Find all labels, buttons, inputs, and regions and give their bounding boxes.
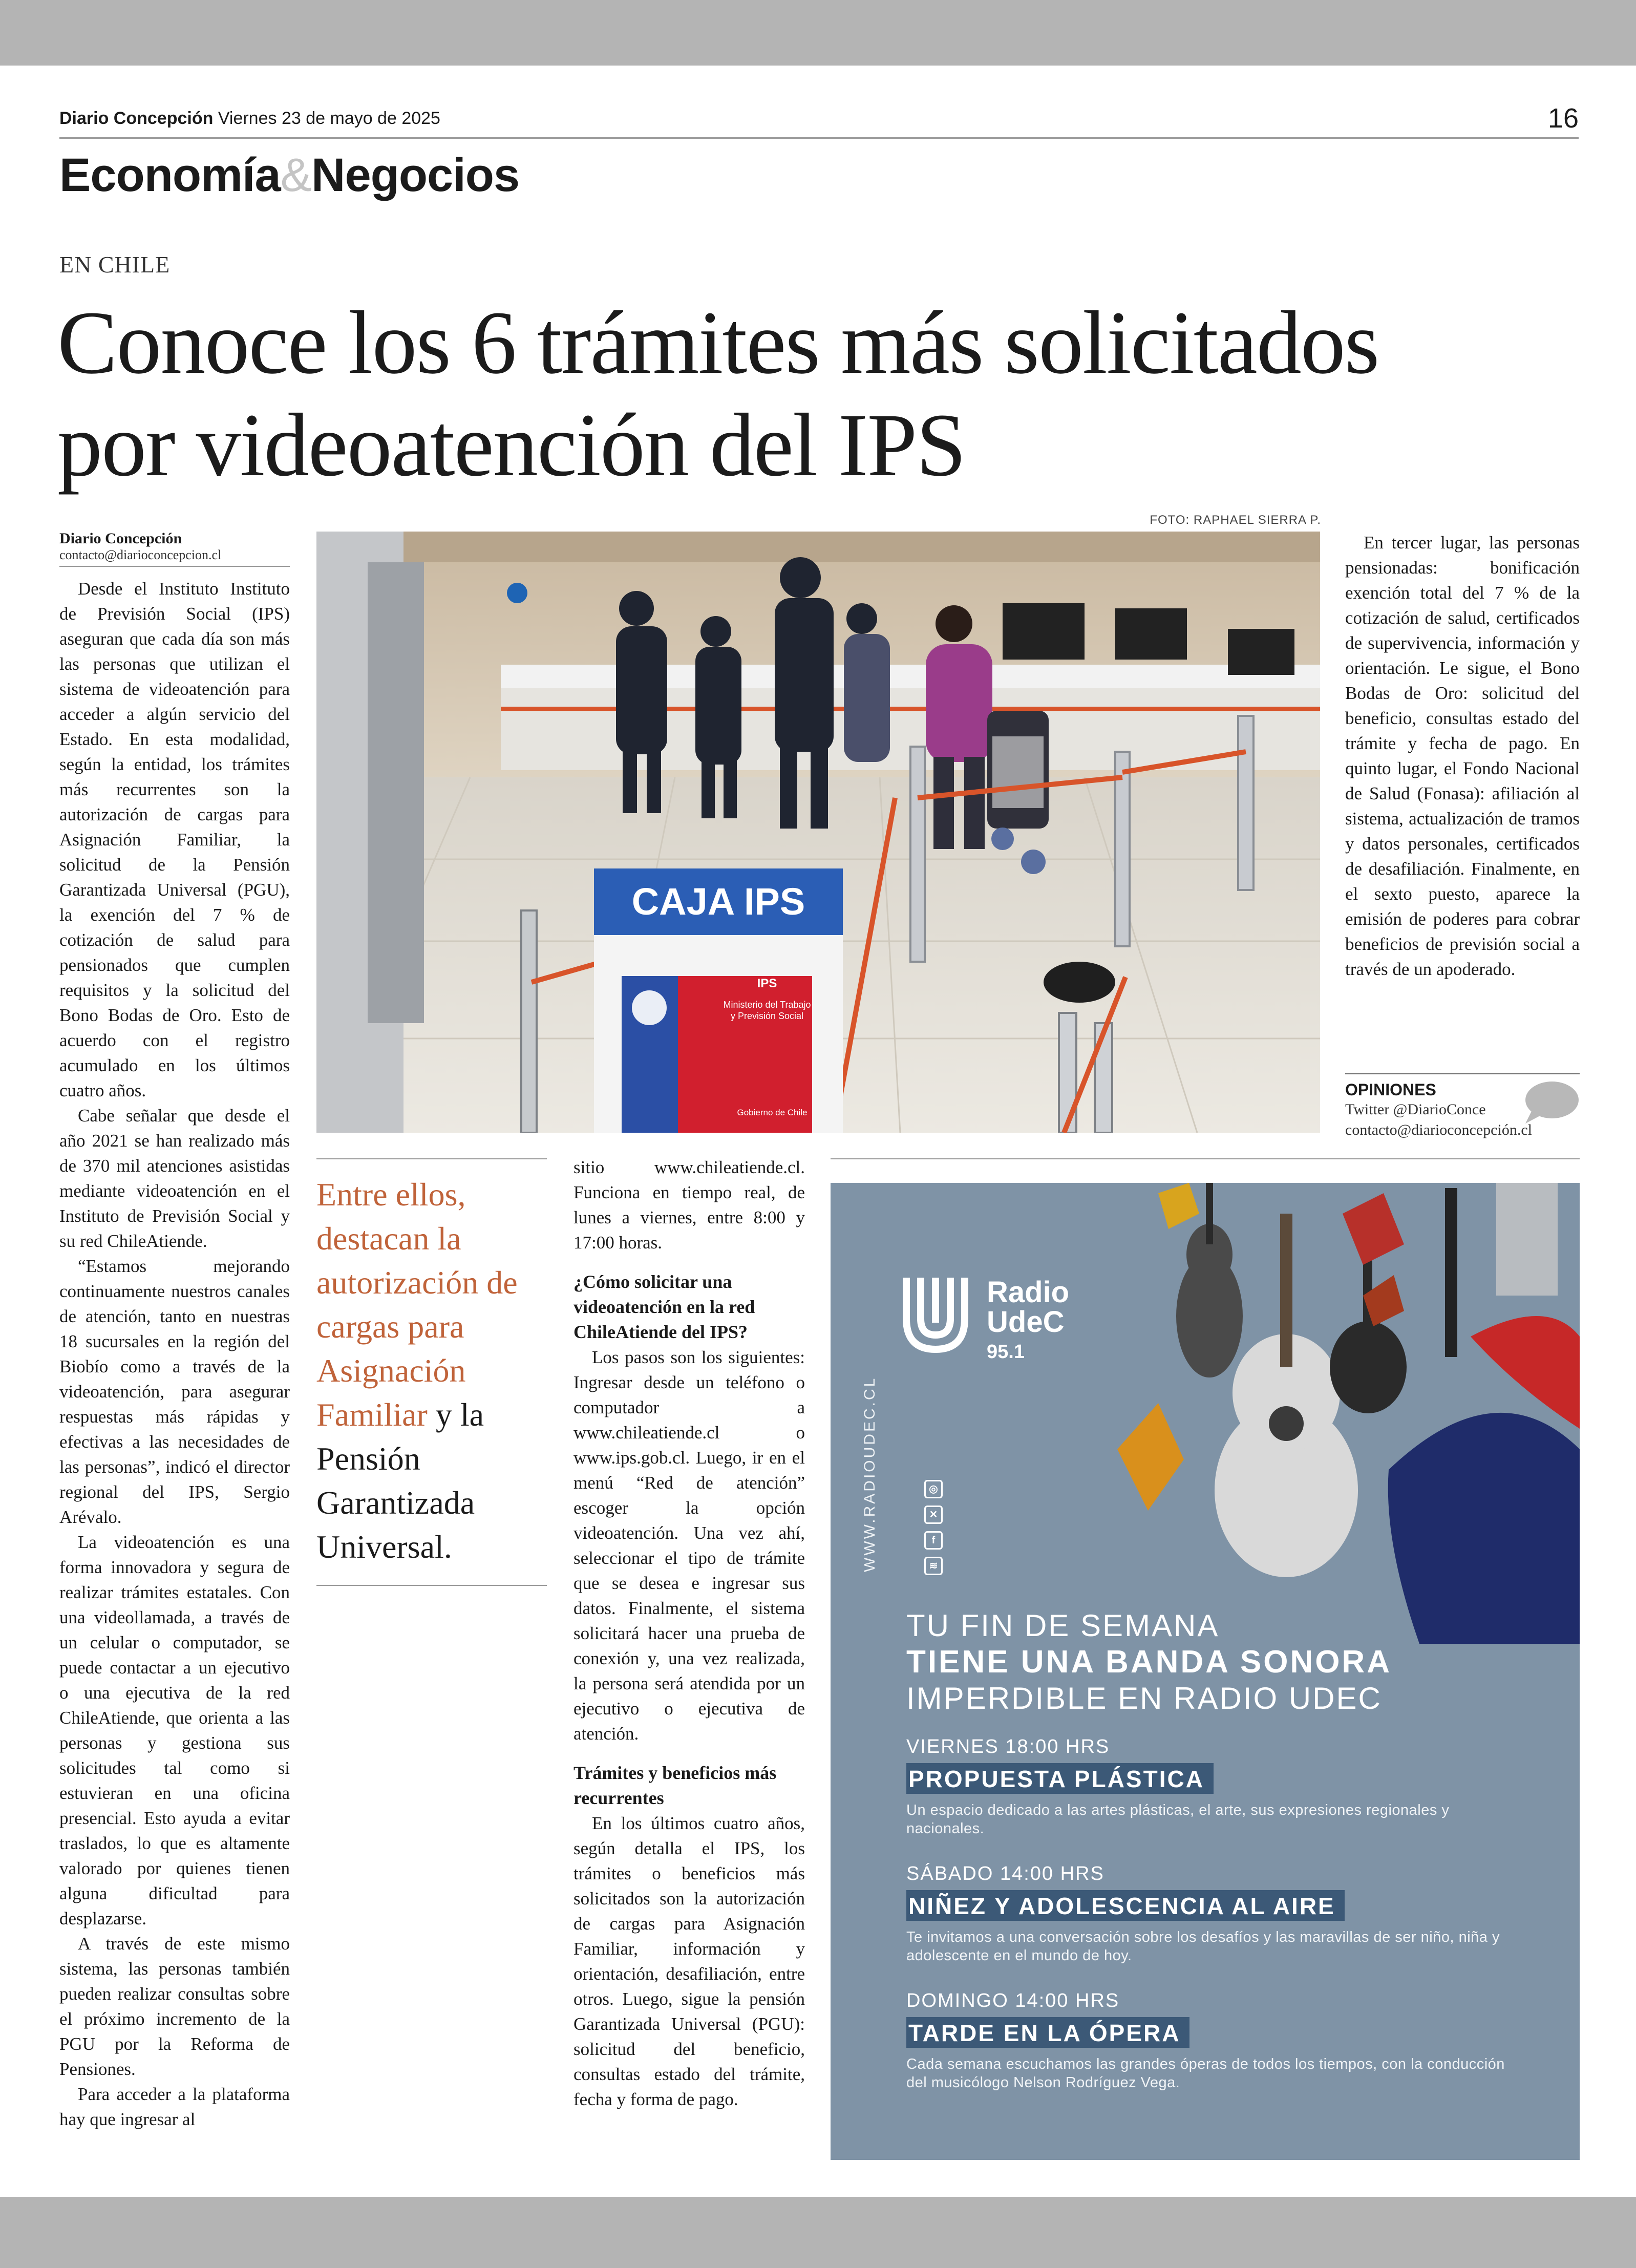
section-title — [59, 149, 519, 202]
col3-paragraph-3: En los últimos cuatro años, según detalla el IPS, los trámites o beneficios más solicitados son la autorización de cargas para Asignación Familiar, información y orientación, desafiliación, entre otros. Luego, sigue la pensión Garantizada Universal (PGU): solicitud del beneficio, consultas estado del trámite, fecha y forma de pago. — [573, 1813, 805, 2109]
radio-udec-logo — [902, 1276, 1070, 1363]
article-column-4 — [1345, 530, 1580, 982]
radio-name — [987, 1278, 1069, 1337]
byline — [59, 530, 290, 567]
ad-slogan-line-3: IMPERDIBLE EN RADIO UDEC — [906, 1681, 1382, 1715]
pull-quote-rest: y la Pensión Garantizada Universal. — [316, 1396, 484, 1565]
pullquote-divider-top — [316, 1158, 547, 1159]
page-number: 16 — [1547, 103, 1579, 134]
photo-sign-title: CAJA IPS — [631, 880, 805, 923]
schedule-time: DOMINGO 14:00 HRS — [906, 1990, 1120, 2011]
spotify-icon: ≋ — [924, 1557, 943, 1575]
byline-email: contacto@diarioconcepcion.cl — [59, 547, 222, 562]
ad-instruments-illustration — [831, 1183, 1580, 1644]
radio-website: WWW.RADIOUDEC.CL — [861, 1376, 878, 1572]
issue-date: Viernes 23 de mayo de 2025 — [218, 109, 440, 128]
facebook-icon: f — [924, 1531, 943, 1550]
schedule-program: NIÑEZ Y ADOLESCENCIA AL AIRE — [906, 1890, 1345, 1921]
bottom-margin-band — [0, 2197, 1636, 2268]
section-title-part1: Economía — [59, 149, 281, 201]
schedule-program: TARDE EN LA ÓPERA — [906, 2017, 1189, 2048]
col1-paragraph-3: “Estamos mejorando continuamente nuestros canales de atención, tanto en nuestras 18 sucursales en la región del Biobío como a través de la videoatención, para asegurar respuestas más rápidas y efectivas a las necesidades de las personas”, indicó el director regional del IPS, Sergio Arévalo. — [59, 1256, 290, 1527]
ad-divider — [831, 1158, 1580, 1159]
section-ampersand: & — [280, 149, 312, 201]
photo-sign-ministry-2: y Previsión Social — [730, 1011, 804, 1021]
ad-slogan-line-2: TIENE UNA BANDA SONORA — [906, 1644, 1392, 1680]
col3-paragraph-1: sitio www.chileatiende.cl. Funciona en tiempo real, de lunes a viernes, entre 8:00 y 17:00 horas. — [573, 1157, 805, 1253]
schedule-description: Cada semana escuchamos las grandes óperas de todos los tiempos, con la conducción del musicólogo Nelson Rodríguez Vega. — [906, 2056, 1505, 2091]
photo-sign-org: IPS — [757, 977, 777, 990]
schedule-program: PROPUESTA PLÁSTICA — [906, 1763, 1214, 1794]
ad-slogan-line-1: TU FIN DE SEMANA — [906, 1608, 1220, 1643]
col1-paragraph-1: Desde el Instituto Instituto de Previsión Social (IPS) aseguran que cada día son más las personas que utilizan el sistema de videoatención para acceder a algún servicio del Estado. En esta modalidad, según la entidad, los trámites más recurrentes son la autorización de cargas para Asignación Familiar, la solicitud de la Pensión Garantizada Universal (PGU), la exención del 7 % de cotización de salud para pensionados que cumplen requisitos y la solicitud del Bono Bodas de Oro. Esto de acuerdo con el registro acumulado en los últimos cuatro años. — [59, 579, 290, 1100]
radio-frequency: 95.1 — [987, 1341, 1025, 1363]
col4-paragraph: En tercer lugar, las personas pensionadas: bonificación exención total del 7 % de la cotización de salud, certificados de supervivencia, información y orientación. Le sigue, el Bono Bodas de Oro: solicitud del beneficio, consultas estado del trámite y fecha de pago. En quinto lugar, el Fondo Nacional de Salud (Fonasa): afiliación al sistema, actualización de tramos y datos personales, certificados de desafiliación. Finalmente, en el sexto puesto, aparece la emisión de poderes para cobrar beneficios de previsión social a través de un apoderado. — [1345, 533, 1580, 979]
article-column-1 — [59, 576, 290, 2132]
page-header — [59, 102, 1579, 139]
opinions-email: contacto@diarioconcepción.cl — [1345, 1121, 1532, 1138]
schedule-description: Un espacio dedicado a las artes plásticas, el arte, sus expresiones regionales y nacionales. — [906, 1802, 1450, 1837]
article-photo — [316, 532, 1320, 1133]
schedule-item — [906, 1736, 1521, 1838]
col3-subheading-2: Trámites y beneficios más recurrentes — [573, 1763, 777, 1808]
pull-quote-highlight: Entre ellos, destacan la autorización de cargas para Asignación Familiar — [316, 1176, 518, 1433]
opinions-title: OPINIONES — [1345, 1080, 1436, 1099]
col1-paragraph-2: Cabe señalar que desde el año 2021 se han realizado más de 370 mil atenciones asistidas mediante videoatención en el Instituto de Previsión Social y su red ChileAtiende. — [59, 1106, 290, 1251]
radio-udec-ad — [831, 1183, 1580, 2160]
schedule-item — [906, 1990, 1521, 2092]
udec-logo-icon — [902, 1278, 969, 1354]
col1-paragraph-4: La videoatención es una forma innovadora y segura de realizar trámites estatales. Con una videollamada, a través de un celular o computador, se puede contactar a un ejecutivo o una ejecutiva de la red ChileAtiende, que orienta a las personas y gestiona sus solicitudes tal como si estuvieran en una oficina presencial. Esto ayuda a evitar traslados, lo que es altamente valorado por quienes tienen alguna dificultad para desplazarse. — [59, 1532, 290, 1928]
col1-paragraph-5: A través de este mismo sistema, las personas también pueden realizar consultas sobre el próximo incremento de la PGU por la Reforma de Pensiones. — [59, 1934, 290, 2079]
radio-name-line-1: Radio — [987, 1276, 1070, 1309]
publication-dateline — [59, 109, 440, 129]
photo-credit: FOTO: RAPHAEL SIERRA P. — [1150, 513, 1321, 527]
pull-quote — [316, 1173, 547, 1569]
schedule-time: VIERNES 18:00 HRS — [906, 1736, 1110, 1757]
section-title-part2: Negocios — [311, 149, 520, 201]
schedule-item — [906, 1863, 1521, 1965]
col3-paragraph-2: Los pasos son los siguientes: Ingresar desde un teléfono o computador a www.chileatiende.cl o www.ips.gob.cl. Luego, ir en el menú “Red de atención” escoger la opción videoatención. Una vez ahí, seleccionar el tipo de trámite que se desea e ingresar sus datos. Finalmente, el sistema solicitará hacer una prueba de conexión y, una vez realizada, la persona será atendida por un ejecutivo o ejecutiva de atención. — [573, 1347, 805, 1744]
social-icons — [924, 1480, 943, 1582]
instagram-icon: ◎ — [924, 1480, 943, 1498]
schedule-time: SÁBADO 14:00 HRS — [906, 1863, 1104, 1884]
top-margin-band — [0, 0, 1636, 66]
photo-sign-ministry-1: Ministerio del Trabajo — [723, 1000, 811, 1010]
publication-name: Diario Concepción — [59, 109, 214, 128]
coat-of-arms-icon — [632, 990, 667, 1025]
opinions-twitter: Twitter @DiarioConce — [1345, 1101, 1486, 1118]
article-column-3 — [573, 1155, 805, 2112]
radio-name-line-2: UdeC — [987, 1305, 1065, 1339]
headline-line-2: por videoatención del IPS — [57, 395, 966, 495]
pullquote-divider-bottom — [316, 1585, 547, 1586]
article-headline — [57, 292, 1593, 497]
col3-subheading-1: ¿Cómo solicitar una videoatención en la red ChileAtiende del IPS? — [573, 1271, 755, 1342]
speech-bubble-icon — [1520, 1079, 1580, 1126]
schedule-description: Te invitamos a una conversación sobre los desafíos y las maravillas de ser niño, niña y adolescente en el mundo de hoy. — [906, 1929, 1500, 1964]
photo-sign-government: Gobierno de Chile — [737, 1108, 808, 1117]
headline-line-1: Conoce los 6 trámites más solicitados — [57, 293, 1379, 393]
byline-name: Diario Concepción — [59, 530, 182, 547]
article-kicker: EN CHILE — [59, 251, 171, 278]
opinions-box — [1345, 1073, 1580, 1140]
x-icon: ✕ — [924, 1506, 943, 1524]
col1-paragraph-6: Para acceder a la plataforma hay que ingresar al — [59, 2084, 290, 2129]
